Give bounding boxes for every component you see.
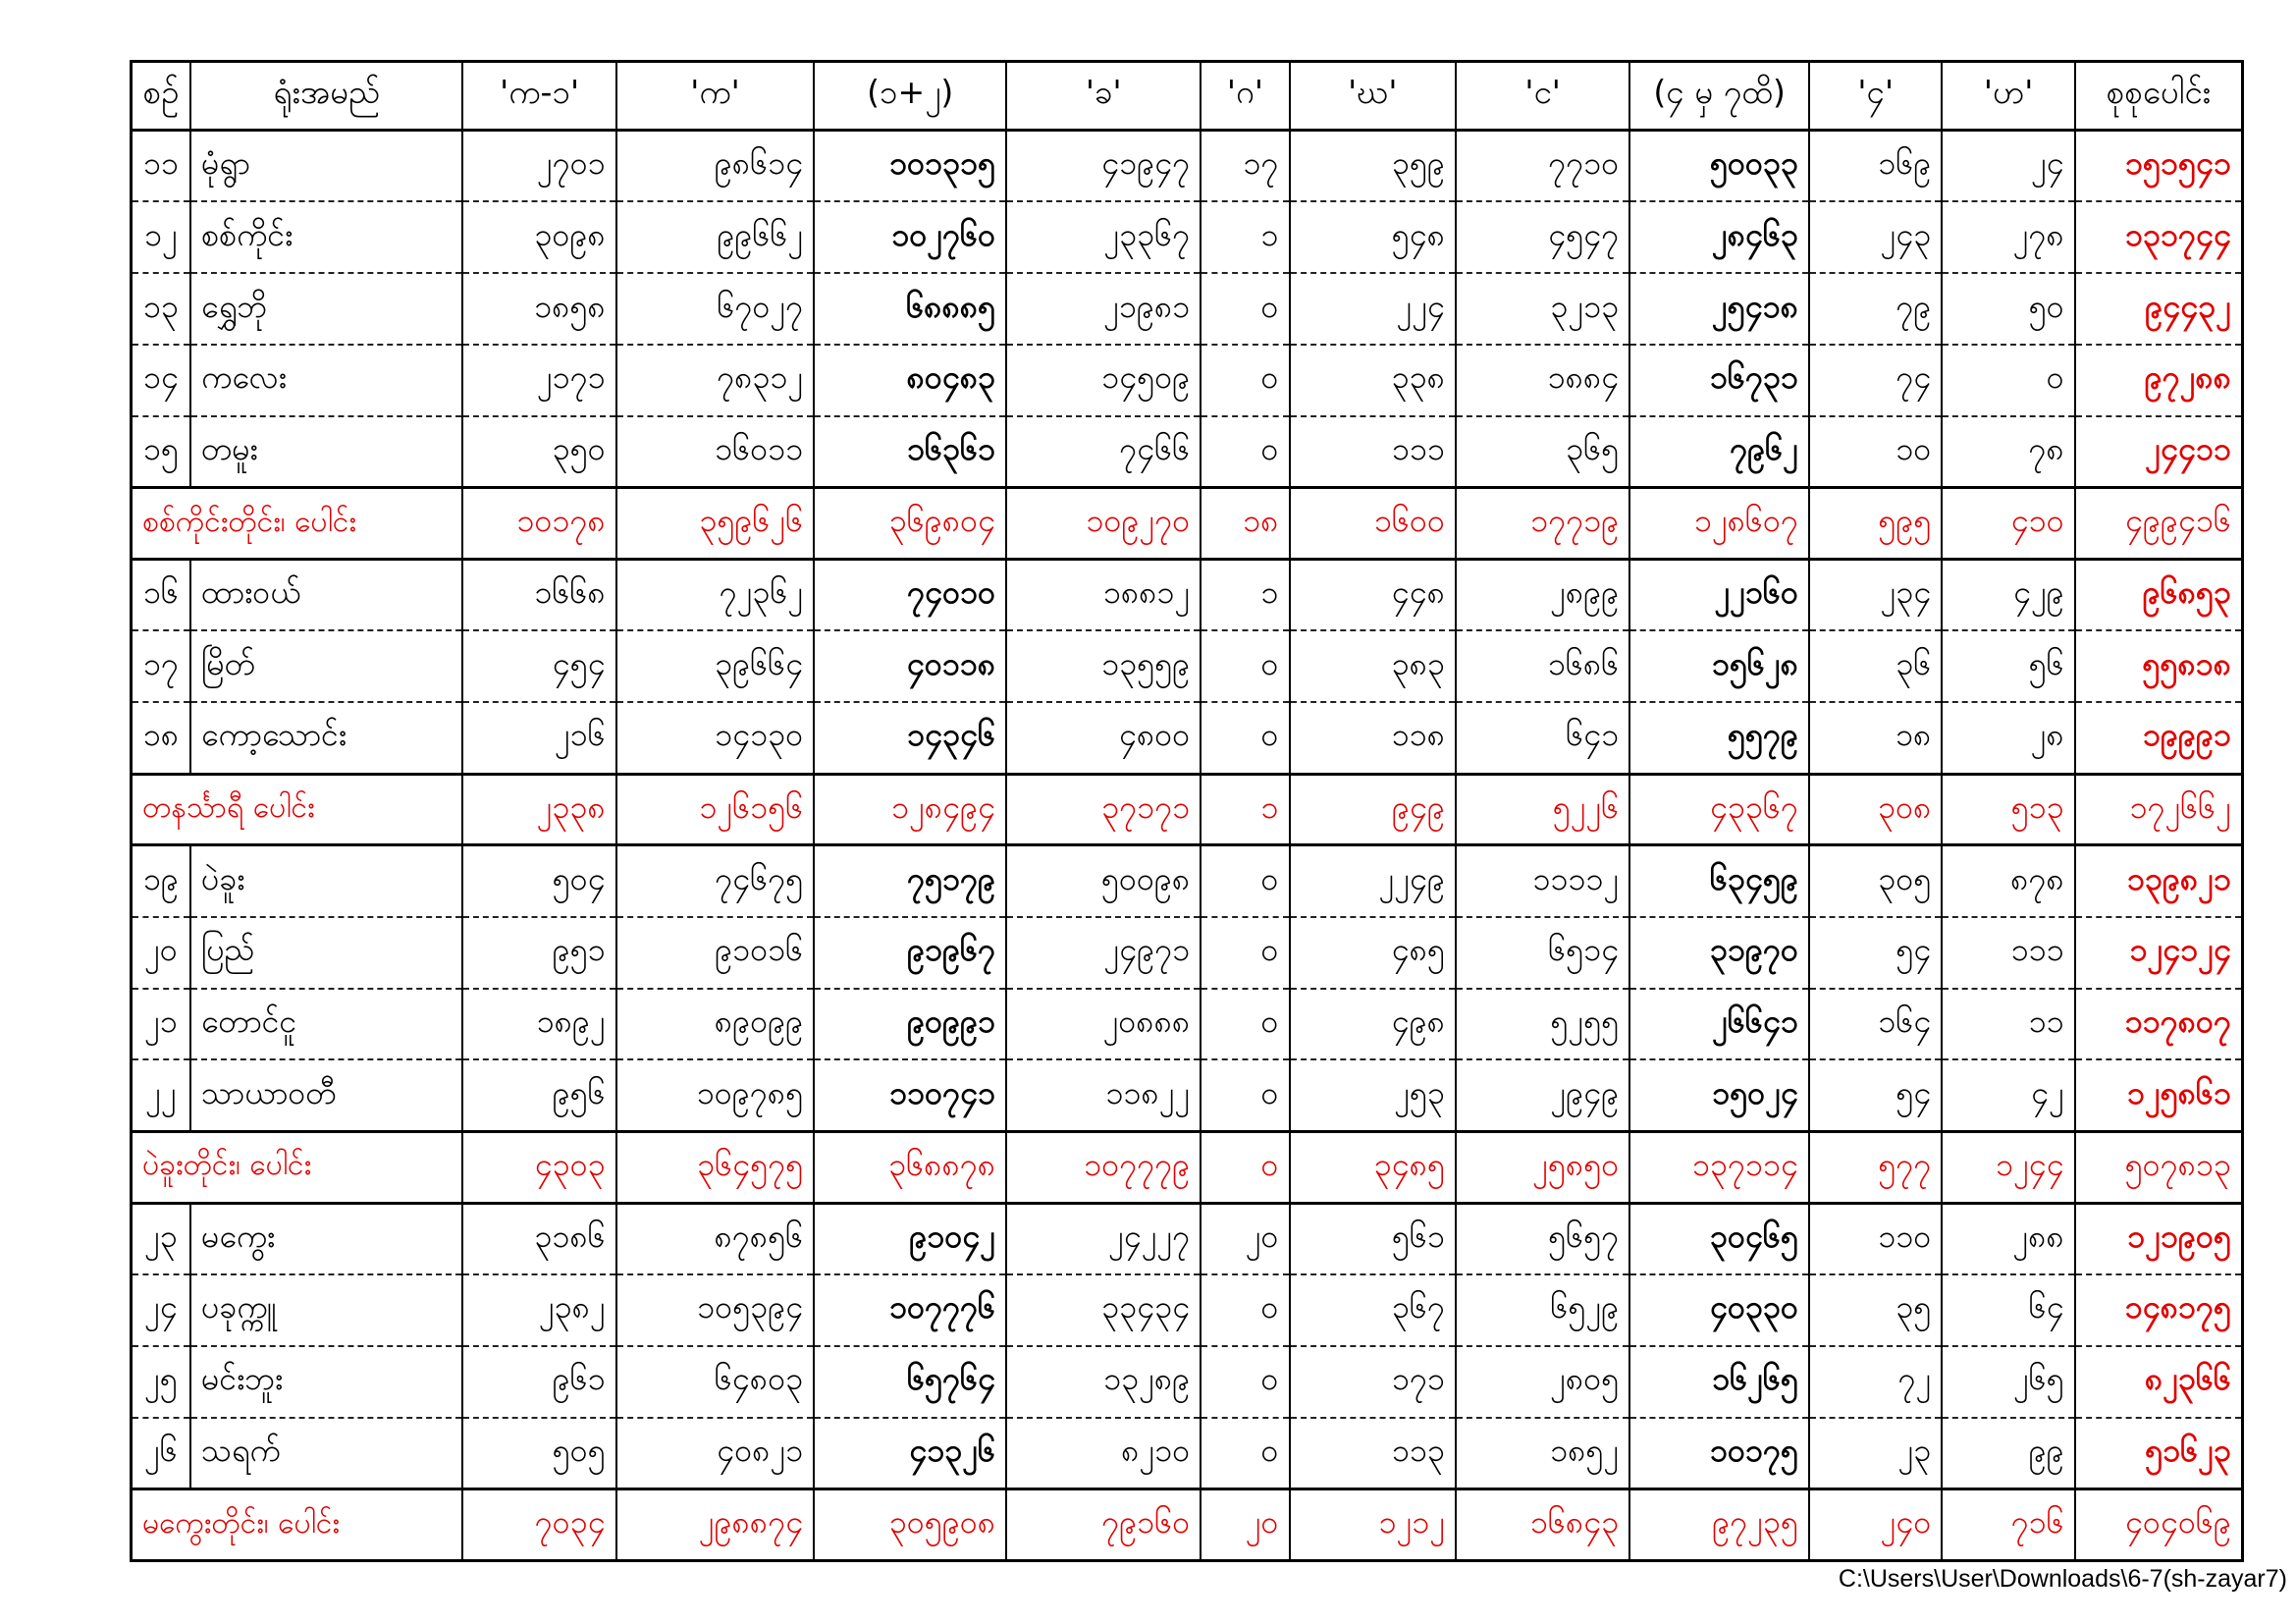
- value-cell: ၆၅၇၆၄: [814, 1346, 1006, 1418]
- value-cell: ၁၄၅၀၉: [1006, 345, 1201, 416]
- value-cell: ၂၁၆: [462, 702, 615, 774]
- subtotal-cell: ၃၀၈: [1809, 774, 1942, 845]
- subtotal-cell: ၁၃၇၁၁၄: [1629, 1131, 1809, 1203]
- value-cell: ၀: [1201, 1346, 1289, 1418]
- subtotal-cell: ၉၇၂၃၅: [1629, 1489, 1809, 1561]
- value-cell: ၉၉၆၆၂: [616, 201, 814, 273]
- table-row: [132, 1418, 2243, 1489]
- value-cell: ၂၁၇၁: [462, 345, 615, 416]
- row-total-cell: ၁၄၈၁၇၅: [2075, 1274, 2243, 1346]
- value-cell: ၇၂၃၆၂: [616, 560, 814, 631]
- column-header: 'ဟ': [1942, 62, 2074, 131]
- value-cell: ၁၆၄: [1809, 989, 1942, 1060]
- table-row: [132, 1203, 2243, 1274]
- row-total-cell: ၁၃၁၇၄၄: [2075, 201, 2243, 273]
- value-cell: ၇၇၁၀: [1456, 131, 1629, 202]
- value-cell: ၂၄၂၂၇: [1006, 1203, 1201, 1274]
- value-cell: ၁၆၂၆၅: [1629, 1346, 1809, 1418]
- value-cell: ၄၀၃၃၀: [1629, 1274, 1809, 1346]
- subtotal-cell: ၇၀၃၄: [462, 1489, 615, 1561]
- value-cell: ၆၄၁: [1456, 702, 1629, 774]
- subtotal-cell: ၃၀၅၉၀၈: [814, 1489, 1006, 1561]
- value-cell: ၂၃၃၆၇: [1006, 201, 1201, 273]
- report-table: [130, 60, 2244, 1562]
- row-total-cell: ၂၄၄၁၁: [2075, 416, 2243, 488]
- value-cell: ၄၂၉: [1942, 560, 2074, 631]
- subtotal-cell: ၃၆၉၈၀၄: [814, 488, 1006, 560]
- column-header: (၄ မှ ၇ထိ): [1629, 62, 1809, 131]
- value-cell: ၅၆၁: [1290, 1203, 1457, 1274]
- column-header: 'ဂ': [1201, 62, 1289, 131]
- row-number: ၁၁: [132, 131, 191, 202]
- subtotal-row: [132, 1489, 2243, 1561]
- value-cell: ၁၈: [1809, 702, 1942, 774]
- column-header: 'င': [1456, 62, 1629, 131]
- column-header: စုစုပေါင်း: [2075, 62, 2243, 131]
- value-cell: ၁၅၀၂၄: [1629, 1059, 1809, 1131]
- subtotal-cell: ၁၀၇၇၇၉: [1006, 1131, 1201, 1203]
- value-cell: ၁၀၅၃၉၄: [616, 1274, 814, 1346]
- subtotal-cell: ၁၆၈၄၃: [1456, 1489, 1629, 1561]
- table-row: [132, 702, 2243, 774]
- value-cell: ၂၇၀၁: [462, 131, 615, 202]
- subtotal-cell: ၁၀၁၇၈: [462, 488, 615, 560]
- value-cell: ၇၉၆၂: [1629, 416, 1809, 488]
- subtotal-cell: ၁၀၉၂၇၀: [1006, 488, 1201, 560]
- office-name: မကွေး: [190, 1203, 462, 1274]
- subtotal-cell: ၃၅၉၆၂၆: [616, 488, 814, 560]
- table-row: [132, 845, 2243, 917]
- row-total-cell: ၉၄၄၃၂: [2075, 273, 2243, 345]
- row-number: ၂၀: [132, 917, 191, 989]
- value-cell: ၃၀၅: [1809, 845, 1942, 917]
- value-cell: ၁၁၁: [1942, 917, 2074, 989]
- value-cell: ၀: [1201, 273, 1289, 345]
- value-cell: ၁၈၅၂: [1456, 1418, 1629, 1489]
- value-cell: ၁၆၃၆၁: [814, 416, 1006, 488]
- value-cell: ၁၈၈၄: [1456, 345, 1629, 416]
- row-number: ၂၆: [132, 1418, 191, 1489]
- value-cell: ၀: [1201, 845, 1289, 917]
- value-cell: ၄၀၈၂၁: [616, 1418, 814, 1489]
- value-cell: ၀: [1201, 345, 1289, 416]
- row-number: ၁၈: [132, 702, 191, 774]
- value-cell: ၁၆၆၈: [462, 560, 615, 631]
- value-cell: ၅၄: [1809, 1059, 1942, 1131]
- value-cell: ၀: [1201, 1418, 1289, 1489]
- row-total-cell: ၉၇၂၈၈: [2075, 345, 2243, 416]
- value-cell: ၂၆၅: [1942, 1346, 2074, 1418]
- table-row: [132, 131, 2243, 202]
- office-name: မင်းဘူး: [190, 1346, 462, 1418]
- value-cell: ၁၇: [1201, 131, 1289, 202]
- value-cell: ၂၃၄: [1809, 560, 1942, 631]
- subtotal-cell: ၄၁၀: [1942, 488, 2074, 560]
- subtotal-cell: ၄၀၄၀၆၉: [2075, 1489, 2243, 1561]
- value-cell: ၉၈၆၁၄: [616, 131, 814, 202]
- table-row: [132, 273, 2243, 345]
- value-cell: ၁၆၈၆: [1456, 630, 1629, 702]
- value-cell: ၀: [1201, 1059, 1289, 1131]
- value-cell: ၄၉၈: [1290, 989, 1457, 1060]
- value-cell: ၇၄၆၆: [1006, 416, 1201, 488]
- row-total-cell: ၈၂၃၆၆: [2075, 1346, 2243, 1418]
- row-number: ၁၄: [132, 345, 191, 416]
- value-cell: ၁: [1201, 560, 1289, 631]
- value-cell: ၁၃၂၈၉: [1006, 1346, 1201, 1418]
- value-cell: ၄၈၅: [1290, 917, 1457, 989]
- subtotal-row: [132, 774, 2243, 845]
- value-cell: ၃၅: [1809, 1274, 1942, 1346]
- table-row: [132, 560, 2243, 631]
- value-cell: ၁၈၈၁၂: [1006, 560, 1201, 631]
- value-cell: ၄၄၈: [1290, 560, 1457, 631]
- office-name: ပခုက္ကူ: [190, 1274, 462, 1346]
- column-header: စဉ်: [132, 62, 191, 131]
- office-name: သာယာဝတီ: [190, 1059, 462, 1131]
- value-cell: ၈၇၈၅၆: [616, 1203, 814, 1274]
- subtotal-label: မကွေးတိုင်း၊ ပေါင်း: [132, 1489, 463, 1561]
- value-cell: ၉၉: [1942, 1418, 2074, 1489]
- subtotal-cell: ၃၆၈၈၇၈: [814, 1131, 1006, 1203]
- value-cell: ၁၁၈: [1290, 702, 1457, 774]
- value-cell: ၄၅၄၇: [1456, 201, 1629, 273]
- value-cell: ၁၁၁၁၂: [1456, 845, 1629, 917]
- row-number: ၁၂: [132, 201, 191, 273]
- subtotal-cell: ၄၃၀၃: [462, 1131, 615, 1203]
- column-header: 'ဃ': [1290, 62, 1457, 131]
- value-cell: ၆၈၈၈၅: [814, 273, 1006, 345]
- subtotal-cell: ၁၆၀၀: [1290, 488, 1457, 560]
- subtotal-label: တနင်္သာရီ ပေါင်း: [132, 774, 463, 845]
- value-cell: ၄၈၀၀: [1006, 702, 1201, 774]
- value-cell: ၂၈၈: [1942, 1203, 2074, 1274]
- office-name: ကော့သောင်း: [190, 702, 462, 774]
- value-cell: ၁၀: [1809, 416, 1942, 488]
- row-total-cell: ၁၂၅၈၆၁: [2075, 1059, 2243, 1131]
- value-cell: ၁၀၁၃၁၅: [814, 131, 1006, 202]
- value-cell: ၁၁၈၂၂: [1006, 1059, 1201, 1131]
- value-cell: ၆၇၀၂၇: [616, 273, 814, 345]
- value-cell: ၉၆၁: [462, 1346, 615, 1418]
- column-header: 'က-၁': [462, 62, 615, 131]
- value-cell: ၃၈၃: [1290, 630, 1457, 702]
- value-cell: ၃၁၈၆: [462, 1203, 615, 1274]
- subtotal-label: ပဲခူးတိုင်း၊ ပေါင်း: [132, 1131, 463, 1203]
- value-cell: ၀: [1201, 630, 1289, 702]
- subtotal-cell: ၁၂၄၄: [1942, 1131, 2074, 1203]
- value-cell: ၂၃၈၂: [462, 1274, 615, 1346]
- row-number: ၁၅: [132, 416, 191, 488]
- value-cell: ၅၀: [1942, 273, 2074, 345]
- row-number: ၂၂: [132, 1059, 191, 1131]
- value-cell: ၅၅၇၉: [1629, 702, 1809, 774]
- value-cell: ၇၅၁၇၉: [814, 845, 1006, 917]
- subtotal-cell: ၂၉၈၈၇၄: [616, 1489, 814, 1561]
- value-cell: ၂၅၄၁၈: [1629, 273, 1809, 345]
- subtotal-cell: ၁၇၇၁၉: [1456, 488, 1629, 560]
- row-total-cell: ၅၅၈၁၈: [2075, 630, 2243, 702]
- subtotal-cell: ၁၈: [1201, 488, 1289, 560]
- row-number: ၂၄: [132, 1274, 191, 1346]
- subtotal-cell: ၃၆၄၅၇၅: [616, 1131, 814, 1203]
- subtotal-cell: ၅၉၅: [1809, 488, 1942, 560]
- column-header: 'ခ': [1006, 62, 1201, 131]
- subtotal-label: စစ်ကိုင်းတိုင်း၊ ပေါင်း: [132, 488, 463, 560]
- column-header: (၁+၂): [814, 62, 1006, 131]
- office-name: စစ်ကိုင်း: [190, 201, 462, 273]
- row-number: ၂၅: [132, 1346, 191, 1418]
- value-cell: ၁၁၀: [1809, 1203, 1942, 1274]
- value-cell: ၅၂၅၅: [1456, 989, 1629, 1060]
- value-cell: ၁၈၉၂: [462, 989, 615, 1060]
- subtotal-cell: ၇၁၆: [1942, 1489, 2074, 1561]
- row-number: ၁၇: [132, 630, 191, 702]
- value-cell: ၅၄: [1809, 917, 1942, 989]
- value-cell: ၂၂၁၆၀: [1629, 560, 1809, 631]
- office-name: ပြည်: [190, 917, 462, 989]
- value-cell: ၉၀၉၉၁: [814, 989, 1006, 1060]
- value-cell: ၂၈: [1942, 702, 2074, 774]
- table-row: [132, 201, 2243, 273]
- value-cell: ၇၈၃၁၂: [616, 345, 814, 416]
- value-cell: ၄၂: [1942, 1059, 2074, 1131]
- value-cell: ၁၁: [1942, 989, 2074, 1060]
- value-cell: ၇၄၆၇၅: [616, 845, 814, 917]
- row-total-cell: ၉၆၈၅၃: [2075, 560, 2243, 631]
- value-cell: ၉၁၀၄၂: [814, 1203, 1006, 1274]
- value-cell: ၃၂၁၃: [1456, 273, 1629, 345]
- value-cell: ၆၄: [1942, 1274, 2074, 1346]
- row-total-cell: ၁၂၁၉၀၅: [2075, 1203, 2243, 1274]
- table-header-row: [132, 62, 2243, 131]
- value-cell: ၁၆၉: [1809, 131, 1942, 202]
- table-row: [132, 1274, 2243, 1346]
- value-cell: ၇၄၀၁၀: [814, 560, 1006, 631]
- value-cell: ၂၃: [1809, 1418, 1942, 1489]
- value-cell: ၈၂၁၀: [1006, 1418, 1201, 1489]
- value-cell: ၂၄: [1942, 131, 2074, 202]
- office-name: ပဲခူး: [190, 845, 462, 917]
- value-cell: ၀: [1201, 416, 1289, 488]
- value-cell: ၂၉၄၉: [1456, 1059, 1629, 1131]
- value-cell: ၅၀၄: [462, 845, 615, 917]
- value-cell: ၁၃၅၅၉: [1006, 630, 1201, 702]
- subtotal-cell: ၂၃၃၈: [462, 774, 615, 845]
- subtotal-cell: ၁၂၆၁၅၆: [616, 774, 814, 845]
- value-cell: ၃၅၀: [462, 416, 615, 488]
- value-cell: ၁၁၀၇၄၁: [814, 1059, 1006, 1131]
- value-cell: ၁၈၅၈: [462, 273, 615, 345]
- value-cell: ၂၈၉၉: [1456, 560, 1629, 631]
- value-cell: ၂၄၉၇၁: [1006, 917, 1201, 989]
- value-cell: ၂၂၄: [1290, 273, 1457, 345]
- subtotal-cell: ၀: [1201, 1131, 1289, 1203]
- value-cell: ၃၃၈: [1290, 345, 1457, 416]
- value-cell: ၄၁၉၄၇: [1006, 131, 1201, 202]
- value-cell: ၇၂: [1809, 1346, 1942, 1418]
- value-cell: ၈၉၀၉၉: [616, 989, 814, 1060]
- value-cell: ၂၅၃: [1290, 1059, 1457, 1131]
- value-cell: ၄၅၄: [462, 630, 615, 702]
- value-cell: ၆၃၄၅၉: [1629, 845, 1809, 917]
- value-cell: ၁၇၁: [1290, 1346, 1457, 1418]
- row-number: ၂၁: [132, 989, 191, 1060]
- value-cell: ၃၀၄၆၅: [1629, 1203, 1809, 1274]
- subtotal-cell: ၁၇၂၆၆၂: [2075, 774, 2243, 845]
- subtotal-cell: ၂၀: [1201, 1489, 1289, 1561]
- value-cell: ၂၄၃: [1809, 201, 1942, 273]
- subtotal-cell: ၅၇၇: [1809, 1131, 1942, 1203]
- subtotal-cell: ၅၂၂၆: [1456, 774, 1629, 845]
- value-cell: ၉၅၁: [462, 917, 615, 989]
- value-cell: ၉၅၆: [462, 1059, 615, 1131]
- value-cell: ၃၀၉၈: [462, 201, 615, 273]
- value-cell: ၁၅၆၂၈: [1629, 630, 1809, 702]
- subtotal-cell: ၉၄၉: [1290, 774, 1457, 845]
- subtotal-cell: ၄၉၉၄၁၆: [2075, 488, 2243, 560]
- value-cell: ၇၄: [1809, 345, 1942, 416]
- subtotal-row: [132, 1131, 2243, 1203]
- value-cell: ၂၂၄၉: [1290, 845, 1457, 917]
- value-cell: ၂၈၄၆၃: [1629, 201, 1809, 273]
- subtotal-cell: ၁၂၈၆၀၇: [1629, 488, 1809, 560]
- value-cell: ၁: [1201, 201, 1289, 273]
- value-cell: ၇၉: [1809, 273, 1942, 345]
- value-cell: ၉၁၀၁၆: [616, 917, 814, 989]
- value-cell: ၁၆၀၁၁: [616, 416, 814, 488]
- value-cell: ၃၃၄၃၄: [1006, 1274, 1201, 1346]
- value-cell: ၁၁၃: [1290, 1418, 1457, 1489]
- office-name: ကလေး: [190, 345, 462, 416]
- value-cell: ၀: [1201, 1274, 1289, 1346]
- value-cell: ၃၅၉: [1290, 131, 1457, 202]
- table-row: [132, 416, 2243, 488]
- column-header: 'က': [616, 62, 814, 131]
- subtotal-cell: ၃၇၁၇၁: [1006, 774, 1201, 845]
- value-cell: ၅၆: [1942, 630, 2074, 702]
- value-cell: ၄၀၁၁၈: [814, 630, 1006, 702]
- value-cell: ၃၁၉၇၀: [1629, 917, 1809, 989]
- row-number: ၁၃: [132, 273, 191, 345]
- value-cell: ၉၁၉၆၇: [814, 917, 1006, 989]
- row-total-cell: ၁၅၁၅၄၁: [2075, 131, 2243, 202]
- office-name: မုံရွာ: [190, 131, 462, 202]
- subtotal-cell: ၇၉၁၆၀: [1006, 1489, 1201, 1561]
- table-row: [132, 917, 2243, 989]
- value-cell: ၅၀၀၃၃: [1629, 131, 1809, 202]
- column-header: ရုံးအမည်: [190, 62, 462, 131]
- value-cell: ၃၉၆၆၄: [616, 630, 814, 702]
- table-row: [132, 1346, 2243, 1418]
- value-cell: ၁၁၁: [1290, 416, 1457, 488]
- value-cell: ၀: [1201, 702, 1289, 774]
- subtotal-cell: ၁: [1201, 774, 1289, 845]
- subtotal-cell: ၂၄၀: [1809, 1489, 1942, 1561]
- office-name: သရက်: [190, 1418, 462, 1489]
- office-name: မြိတ်: [190, 630, 462, 702]
- value-cell: ၃၆: [1809, 630, 1942, 702]
- column-header: '၄': [1809, 62, 1942, 131]
- subtotal-cell: ၅၁၃: [1942, 774, 2074, 845]
- subtotal-cell: ၃၄၈၅: [1290, 1131, 1457, 1203]
- office-name: တောင်ငူ: [190, 989, 462, 1060]
- table-row: [132, 1059, 2243, 1131]
- value-cell: ၁၀၉၇၈၅: [616, 1059, 814, 1131]
- row-total-cell: ၅၁၆၂၃: [2075, 1418, 2243, 1489]
- office-name: ထားဝယ်: [190, 560, 462, 631]
- value-cell: ၅၆၅၇: [1456, 1203, 1629, 1274]
- row-total-cell: ၁၉၉၉၁: [2075, 702, 2243, 774]
- value-cell: ၆၅၁၄: [1456, 917, 1629, 989]
- value-cell: ၁၆၇၃၁: [1629, 345, 1809, 416]
- value-cell: ၃၆၇: [1290, 1274, 1457, 1346]
- value-cell: ၂၁၉၈၁: [1006, 273, 1201, 345]
- subtotal-cell: ၁၂၁၂: [1290, 1489, 1457, 1561]
- subtotal-cell: ၄၃၃၆၇: [1629, 774, 1809, 845]
- table-row: [132, 630, 2243, 702]
- table-body: [132, 131, 2243, 1561]
- value-cell: ၀: [1201, 989, 1289, 1060]
- value-cell: ၆၄၈၀၃: [616, 1346, 814, 1418]
- value-cell: ၁၄၃၄၆: [814, 702, 1006, 774]
- file-path-label: C:\Users\User\Downloads\6-7(sh-zayar7): [1838, 1565, 2287, 1593]
- subtotal-cell: ၅၀၇၈၁၃: [2075, 1131, 2243, 1203]
- value-cell: ၅၄၈: [1290, 201, 1457, 273]
- value-cell: ၃၆၅: [1456, 416, 1629, 488]
- value-cell: ၂၀: [1201, 1203, 1289, 1274]
- value-cell: ၄၁၃၂၆: [814, 1418, 1006, 1489]
- subtotal-cell: ၁၂၈၄၉၄: [814, 774, 1006, 845]
- value-cell: ၂၀၈၈၈: [1006, 989, 1201, 1060]
- value-cell: ၀: [1201, 917, 1289, 989]
- table-row: [132, 989, 2243, 1060]
- value-cell: ၁၀၇၇၇၆: [814, 1274, 1006, 1346]
- value-cell: ၅၀၅: [462, 1418, 615, 1489]
- value-cell: ၈၀၄၈၃: [814, 345, 1006, 416]
- row-number: ၁၉: [132, 845, 191, 917]
- row-number: ၂၃: [132, 1203, 191, 1274]
- value-cell: ၆၅၂၉: [1456, 1274, 1629, 1346]
- row-total-cell: ၁၃၉၈၂၁: [2075, 845, 2243, 917]
- value-cell: ၁၄၁၃၀: [616, 702, 814, 774]
- value-cell: ၇၈: [1942, 416, 2074, 488]
- value-cell: ၁၀၂၇၆၀: [814, 201, 1006, 273]
- value-cell: ၅၀၀၉၈: [1006, 845, 1201, 917]
- row-total-cell: ၁၂၄၁၂၄: [2075, 917, 2243, 989]
- value-cell: ၀: [1942, 345, 2074, 416]
- value-cell: ၂၆၆၄၁: [1629, 989, 1809, 1060]
- row-total-cell: ၁၁၇၈၀၇: [2075, 989, 2243, 1060]
- value-cell: ၈၇၈: [1942, 845, 2074, 917]
- value-cell: ၂၈၀၅: [1456, 1346, 1629, 1418]
- value-cell: ၂၇၈: [1942, 201, 2074, 273]
- subtotal-cell: ၂၅၈၅၀: [1456, 1131, 1629, 1203]
- subtotal-row: [132, 488, 2243, 560]
- table-row: [132, 345, 2243, 416]
- office-name: ရွှေဘို: [190, 273, 462, 345]
- row-number: ၁၆: [132, 560, 191, 631]
- value-cell: ၁၀၁၇၅: [1629, 1418, 1809, 1489]
- office-name: တမူး: [190, 416, 462, 488]
